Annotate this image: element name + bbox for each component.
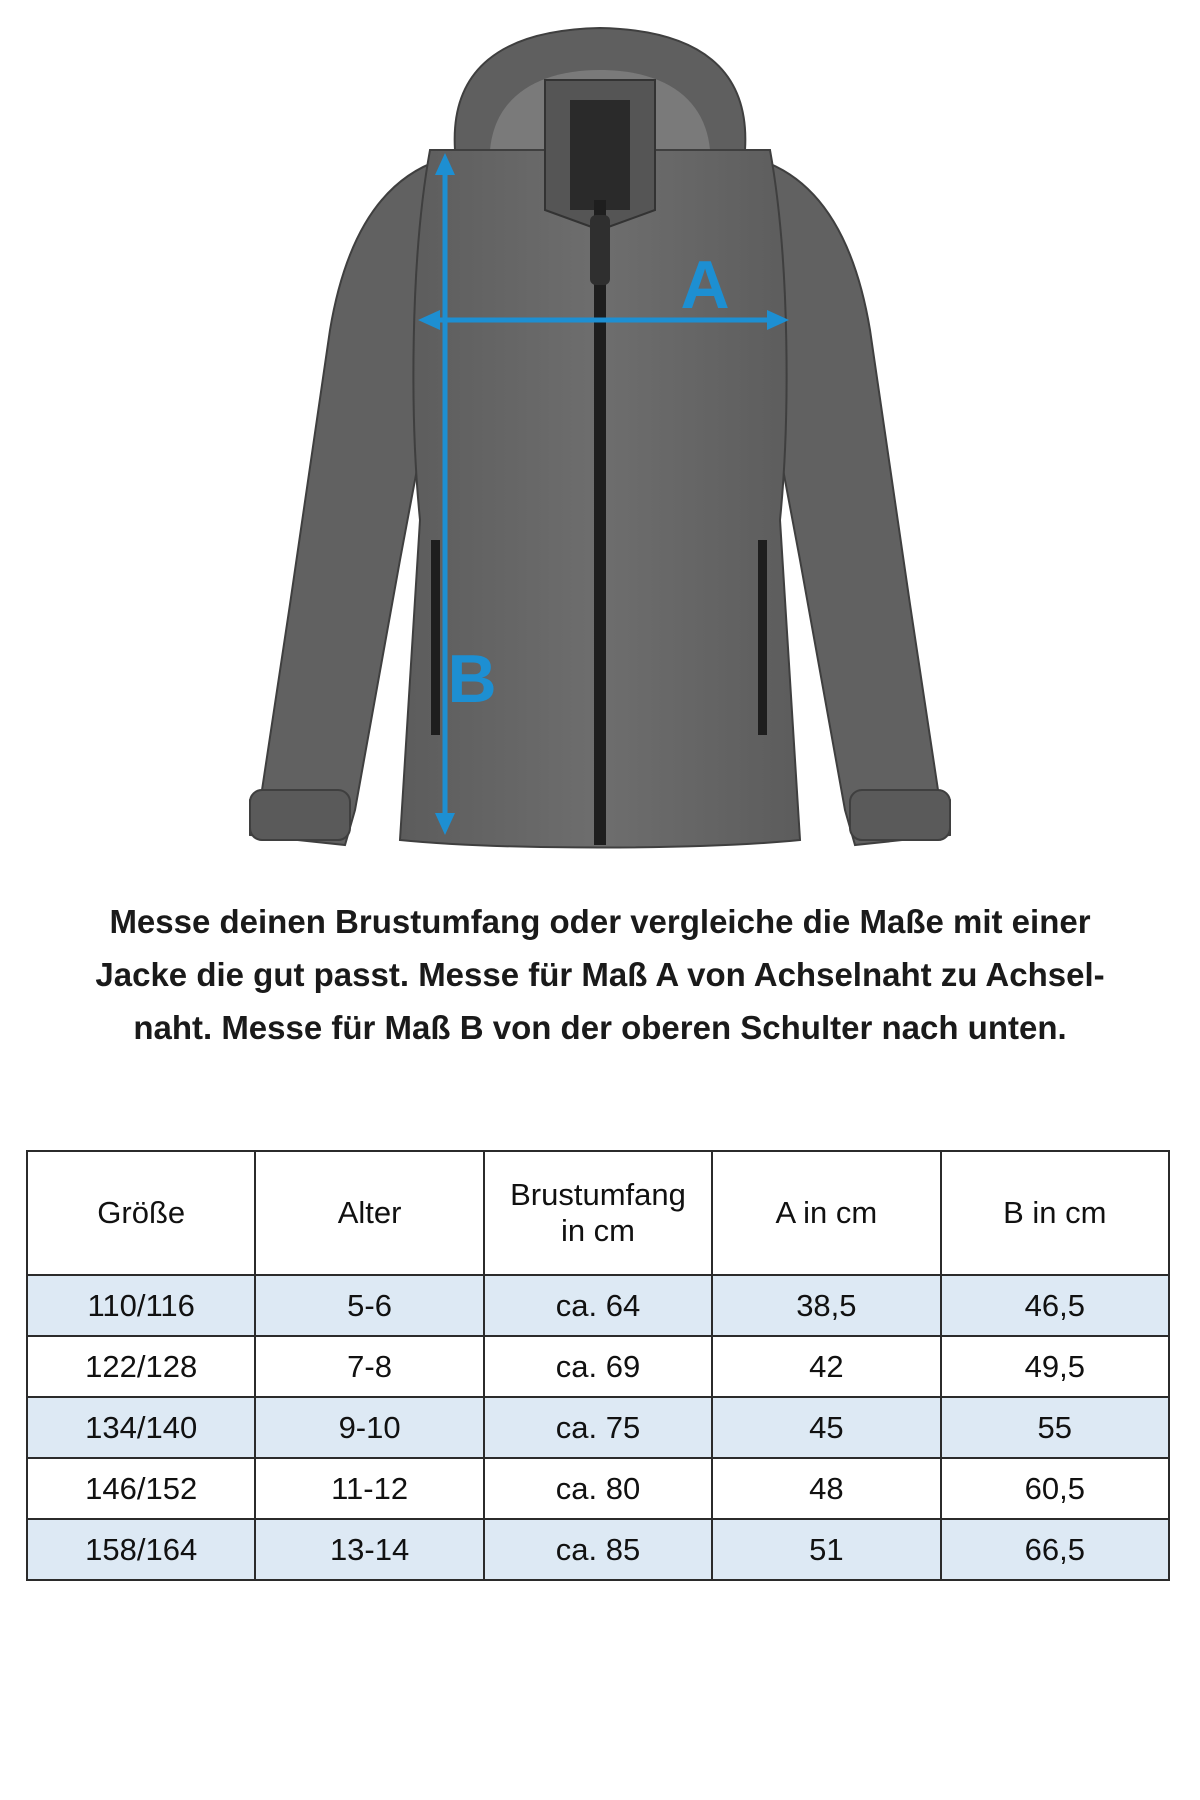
cell-age: 13-14 bbox=[255, 1519, 483, 1580]
left-pocket-zipper bbox=[431, 540, 440, 735]
cell-b: 60,5 bbox=[941, 1458, 1169, 1519]
cell-chest: ca. 85 bbox=[484, 1519, 712, 1580]
header-chest-line-2: in cm bbox=[560, 1213, 636, 1248]
right-pocket-zipper bbox=[758, 540, 767, 735]
instructions-line-2: Jacke die gut passt. Messe für Maß A von Achselnaht zu Achsel- bbox=[95, 956, 1105, 993]
table-row bbox=[27, 1397, 1169, 1458]
cell-size: 146/152 bbox=[27, 1458, 255, 1519]
cell-age: 9-10 bbox=[255, 1397, 483, 1458]
header-chest bbox=[484, 1151, 712, 1275]
instructions-line-3: naht. Messe für Maß B von der oberen Schulter nach unten. bbox=[133, 1009, 1067, 1046]
table-row bbox=[27, 1519, 1169, 1580]
cell-b: 49,5 bbox=[941, 1336, 1169, 1397]
measure-b-label: B bbox=[447, 641, 497, 717]
header-a: A in cm bbox=[712, 1151, 940, 1275]
instructions-line-1: Messe deinen Brustumfang oder vergleiche die Maße mit einer bbox=[109, 903, 1091, 940]
size-chart-table bbox=[26, 1150, 1170, 1581]
header-chest-line-1: Brustumfang bbox=[510, 1177, 686, 1212]
cell-size: 110/116 bbox=[27, 1275, 255, 1336]
measuring-instructions bbox=[30, 895, 1170, 1054]
table-row bbox=[27, 1458, 1169, 1519]
measure-a-label: A bbox=[680, 247, 730, 323]
cell-size: 122/128 bbox=[27, 1336, 255, 1397]
cell-age: 7-8 bbox=[255, 1336, 483, 1397]
cell-a: 42 bbox=[712, 1336, 940, 1397]
header-age: Alter bbox=[255, 1151, 483, 1275]
cell-size: 134/140 bbox=[27, 1397, 255, 1458]
cell-chest: ca. 75 bbox=[484, 1397, 712, 1458]
jacket-zipper bbox=[594, 200, 606, 845]
cell-chest: ca. 80 bbox=[484, 1458, 712, 1519]
cell-size: 158/164 bbox=[27, 1519, 255, 1580]
cell-a: 51 bbox=[712, 1519, 940, 1580]
cell-b: 46,5 bbox=[941, 1275, 1169, 1336]
cell-a: 45 bbox=[712, 1397, 940, 1458]
cell-a: 48 bbox=[712, 1458, 940, 1519]
cell-b: 66,5 bbox=[941, 1519, 1169, 1580]
cell-age: 11-12 bbox=[255, 1458, 483, 1519]
cell-a: 38,5 bbox=[712, 1275, 940, 1336]
table-row bbox=[27, 1275, 1169, 1336]
cell-chest: ca. 69 bbox=[484, 1336, 712, 1397]
header-b: B in cm bbox=[941, 1151, 1169, 1275]
table-row bbox=[27, 1336, 1169, 1397]
cell-age: 5-6 bbox=[255, 1275, 483, 1336]
cell-chest: ca. 64 bbox=[484, 1275, 712, 1336]
table-header-row bbox=[27, 1151, 1169, 1275]
cell-b: 55 bbox=[941, 1397, 1169, 1458]
header-size: Größe bbox=[27, 1151, 255, 1275]
